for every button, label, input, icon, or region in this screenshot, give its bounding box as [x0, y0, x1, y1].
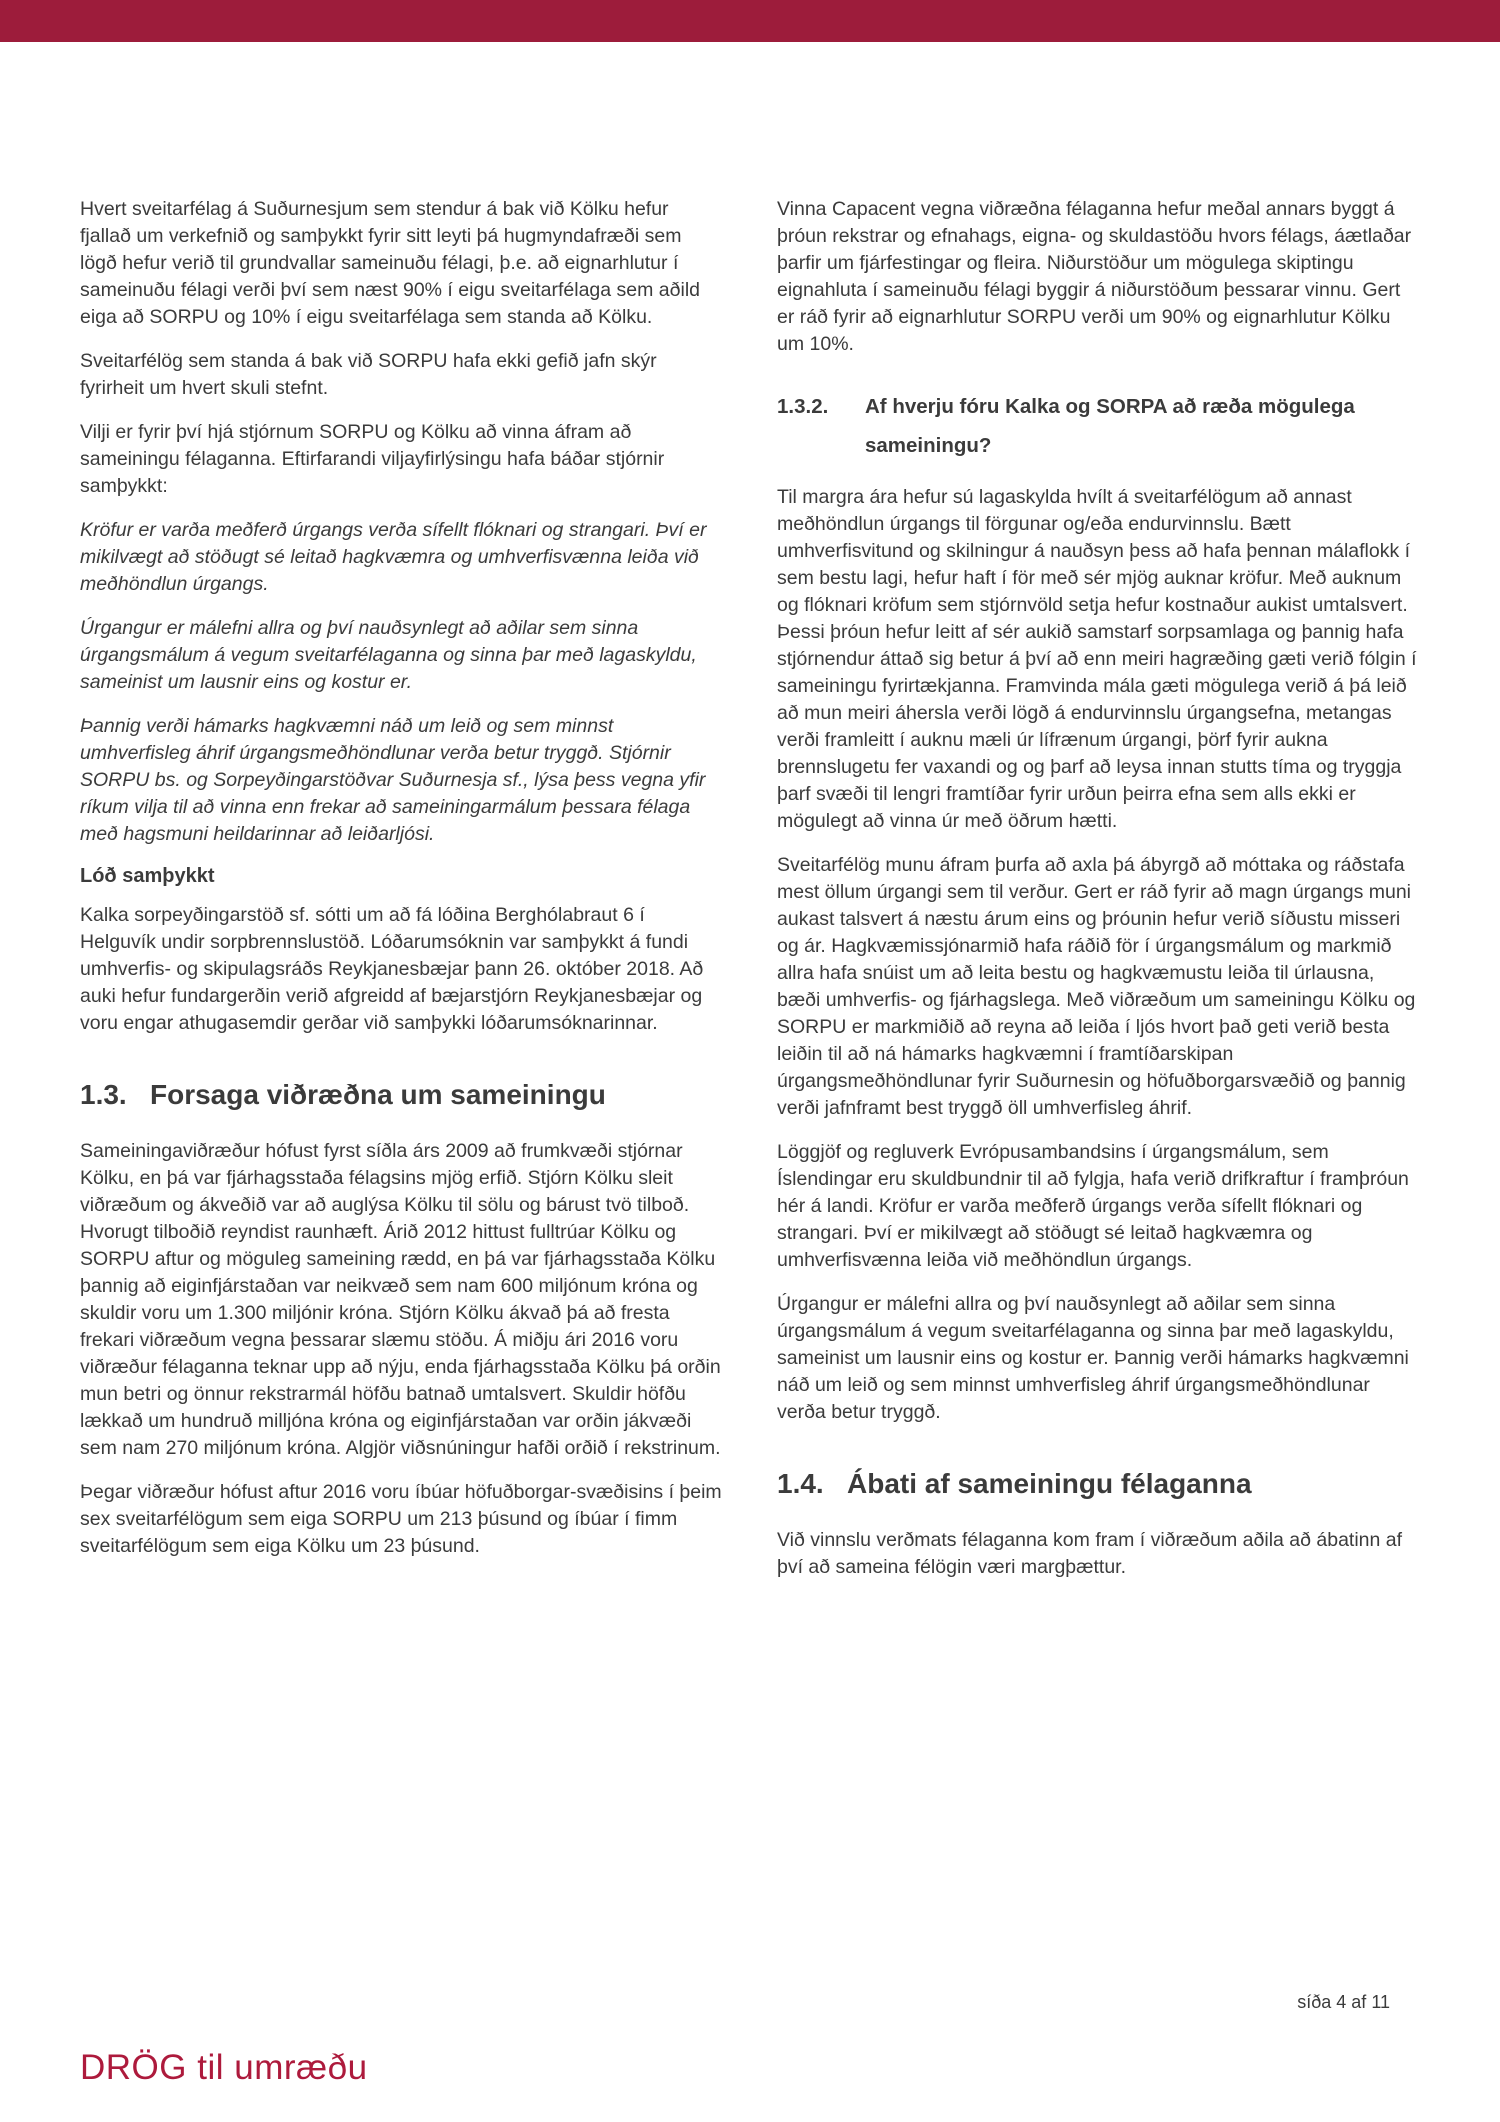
section-title: Forsaga viðræðna um sameiningu	[150, 1079, 606, 1110]
quote-paragraph: Þannig verði hámarks hagkvæmni náð um leið og sem minnst umhverfisleg áhrif úrgangsmeðhöndlunar verða betur tryggð. Stjórnir SORPU bs. og Sorpeyðingarstöðvar Suðurnesja sf., lýsa þess vegna yfir ríkum vilja til að vinna enn frekar að sameiningarmálum þessara félaga með hagsmuni heildarinnar að leiðarljósi.	[80, 715, 706, 845]
page-number: síða 4 af 11	[1297, 1992, 1390, 2012]
section-heading-1-3-2	[777, 388, 1420, 466]
section-number: 1.3.	[80, 1079, 127, 1110]
section-number: 1.3.2.	[777, 395, 829, 418]
paragraph: Þegar viðræður hófust aftur 2016 voru íbúar höfuðborgar-svæðisins í þeim sex sveitarfélögum sem eiga SORPU um 213 þúsund og íbúar í fimm sveitarfélögum sem eiga Kölku um 23 þúsund.	[80, 1481, 722, 1557]
section-number: 1.4.	[777, 1467, 824, 1499]
section-heading-1-3	[80, 1077, 723, 1112]
paragraph: Vinna Capacent vegna viðræðna félaganna hefur meðal annars byggt á þróun rekstrar og efnahags, eigna- og skuldastöðu hvors félags, áætlaðar þarfir um fjárfestingar og fleira. Niðurstöður um mögulega skiptingu eignahluta í sameinuðu félagi byggir á niðurstöðum þessarar vinnu. Gert er ráð fyrir að eignarhlutur SORPU verði um 90% og eignarhlutur Kölku um 10%.	[777, 198, 1412, 355]
paragraph: Úrgangur er málefni allra og því nauðsynlegt að aðilar sem sinna úrgangsmálum á vegum sveitarfélaganna og sinna þar með lagaskyldu, sameinist um lausnir eins og kostur er. Þannig verði hámarks hagkvæmni náð um leið og sem minnst umhverfisleg áhrif úrgangsmeðhöndlunar verða betur tryggð.	[777, 1292, 1409, 1423]
paragraph: Sveitarfélög sem standa á bak við SORPU hafa ekki gefið jafn skýr fyrirheit um hvert skuli stefnt.	[80, 350, 657, 399]
section-title: Ábati af sameiningu félaganna	[847, 1467, 1252, 1499]
paragraph: Sameiningaviðræður hófust fyrst síðla árs 2009 að frumkvæði stjórnar Kölku, en þá var fjárhagsstaða félagsins mjög erfið. Stjórn Kölku sleit viðræðum og ákveðið var að auglýsa Kölku til sölu og bárust tvö tilboð. Hvorugt tilboðið reyndist raunhæft. Árið 2012 hittust fulltrúar Kölku og SORPU aftur og möguleg sameining rædd, en þá var fjárhagsstaða Kölku þannig að eiginfjárstaðan var neikvæð sem nam 600 miljónum króna og skuldir voru um 1.300 miljónir króna. Stjórn Kölku ákvað þá að fresta frekari viðræðum vegna þessarar slæmu stöðu. Á miðju ári 2016 voru viðræður félaganna teknar upp að nýju, enda fjárhagsstaða Kölku þá orðin mun betri og önnur rekstrarmál höfðu batnað umtalsvert. Skuldir höfðu lækkað um hundruð milljóna króna og eiginfjárstaðan var orðin jákvæði sem nam 270 miljónum króna. Algjör viðsnúningur hafði orðið í rekstrinum.	[80, 1140, 721, 1459]
top-accent-bar	[0, 0, 1500, 42]
page-content	[80, 196, 1420, 1598]
paragraph: Til margra ára hefur sú lagaskylda hvílt á sveitarfélögum að annast meðhöndlun úrgangs til förgunar og/eða endurvinnslu. Bætt umhverfisvitund og skilningur á nauðsyn þess að hafa þennan málaflokk í sem bestu lagi, hefur haft í för með sér mjög auknar kröfur. Með auknum og flóknari kröfum sem stjórnvöld setja hefur kostnaður aukist umtalsvert. Þessi þróun hefur leitt af sér aukið samstarf sorpsamlaga og þannig hafa stjórnendur áttað sig betur á því að enn meiri hagræðing gæti verið fólgin í sameiningu fyrirtækjanna. Framvinda mála gæti mögulega verið á þá leið að mun meiri áhersla verði lögð á endurvinnslu úrgangsefna, metangas verði framleitt í auknu mæli úr lífrænum úrgangi, þörf fyrir aukna brennslugetu fer vaxandi og og þarf að leysa innan stutts tíma og tryggja þarf svæði til lengri framtíðar fyrir urðun þeirra efna sem alls ekki er mögulegt að vinna úr með öðrum hætti.	[777, 485, 1417, 832]
paragraph: Löggjöf og regluverk Evrópusambandsins í úrgangsmálum, sem Íslendingar eru skuldbundnir til að fylgja, hafa verið drifkraftur í framþróun hér á landi. Kröfur er varða meðferð úrgangs verða sífellt flóknari og strangari. Því er mikilvægt að stöðugt sé leitað hagkvæmra og umhverfisvænna leiða við meðhöndlun úrgangs.	[777, 1140, 1409, 1271]
quote-paragraph: Kröfur er varða meðferð úrgangs verða sífellt flóknari og strangari. Því er mikilvægt að stöðugt sé leitað hagkvæmra og umhverfisvænna leiða við meðhöndlun úrgangs.	[80, 519, 707, 595]
paragraph: Kalka sorpeyðingarstöð sf. sótti um að fá lóðina Berghólabraut 6 í Helguvík undir sorpbrennslustöð. Lóðarumsóknin var samþykkt á fundi umhverfis- og skipulagsráðs Reykjanesbæjar þann 26. október 2018. Að auki hefur fundargerðin verið afgreidd af bæjarstjórn Reykjanesbæjar og voru engar athugasemdir gerðar við samþykki lóðarumsóknarinnar.	[80, 904, 704, 1034]
paragraph: Við vinnslu verðmats félaganna kom fram í viðræðum aðila að ábatinn af því að sameina félögin væri margþættur.	[777, 1528, 1403, 1578]
quote-paragraph: Úrgangur er málefni allra og því nauðsynlegt að aðilar sem sinna úrgangsmálum á vegum sveitarfélaganna og sinna þar með lagaskyldu, sameinist um lausnir eins og kostur er.	[80, 617, 697, 693]
paragraph: Hvert sveitarfélag á Suðurnesjum sem stendur á bak við Kölku hefur fjallað um verkefnið og samþykkt fyrir sitt leyti þá hugmyndafræði sem lögð hefur verið til grundvallar sameinuðu félagi, þ.e. að eignarhlutur í sameinuðu félagi verði því sem næst 90% í eigu sveitarfélaga sem aðild eiga að SORPU og 10% í eigu sveitarfélaga sem standa að Kölku.	[80, 198, 700, 328]
paragraph: Vilji er fyrir því hjá stjórnum SORPU og Kölku að vinna áfram að sameiningu félaganna. Eftirfarandi viljayfirlýsingu hafa báðar stjórnir samþykkt:	[80, 421, 665, 497]
paragraph: Sveitarfélög munu áfram þurfa að axla þá ábyrgð að móttaka og ráðstafa mest öllum úrgangi sem til verður. Gert er ráð fyrir að magn úrgangs muni aukast talsvert á næstu árum eins og þróunin hefur verið síðustu misseri og ár. Hagkvæmissjónarmið hafa ráðið för í úrgangsmálum og markmið allra hafa snúist um að leita bestu og hagkvæmustu leiða til úrlausna, bæði umhverfis- og fjárhagslega. Með viðræðum um sameiningu Kölku og SORPU er markmiðið að reyna að leiða í ljós hvort það geti verið besta leiðin til að ná hámarks hagkvæmni í framtíðarskipan úrgangsmeðhöndlunar fyrir Suðurnesin og höfuðborgarsvæðið og þannig verði jafnframt best tryggð öll umhverfisleg áhrif.	[777, 853, 1416, 1119]
left-column	[80, 196, 723, 1598]
minor-heading-lod-samthykkt: Lóð samþykkt	[80, 865, 215, 887]
section-heading-1-4	[777, 1466, 1420, 1501]
section-title: Af hverju fóru Kalka og SORPA að ræða mögulega sameiningu?	[865, 395, 1355, 457]
right-column	[777, 196, 1420, 1598]
draft-watermark: DRÖG til umræðu	[80, 2048, 368, 2087]
